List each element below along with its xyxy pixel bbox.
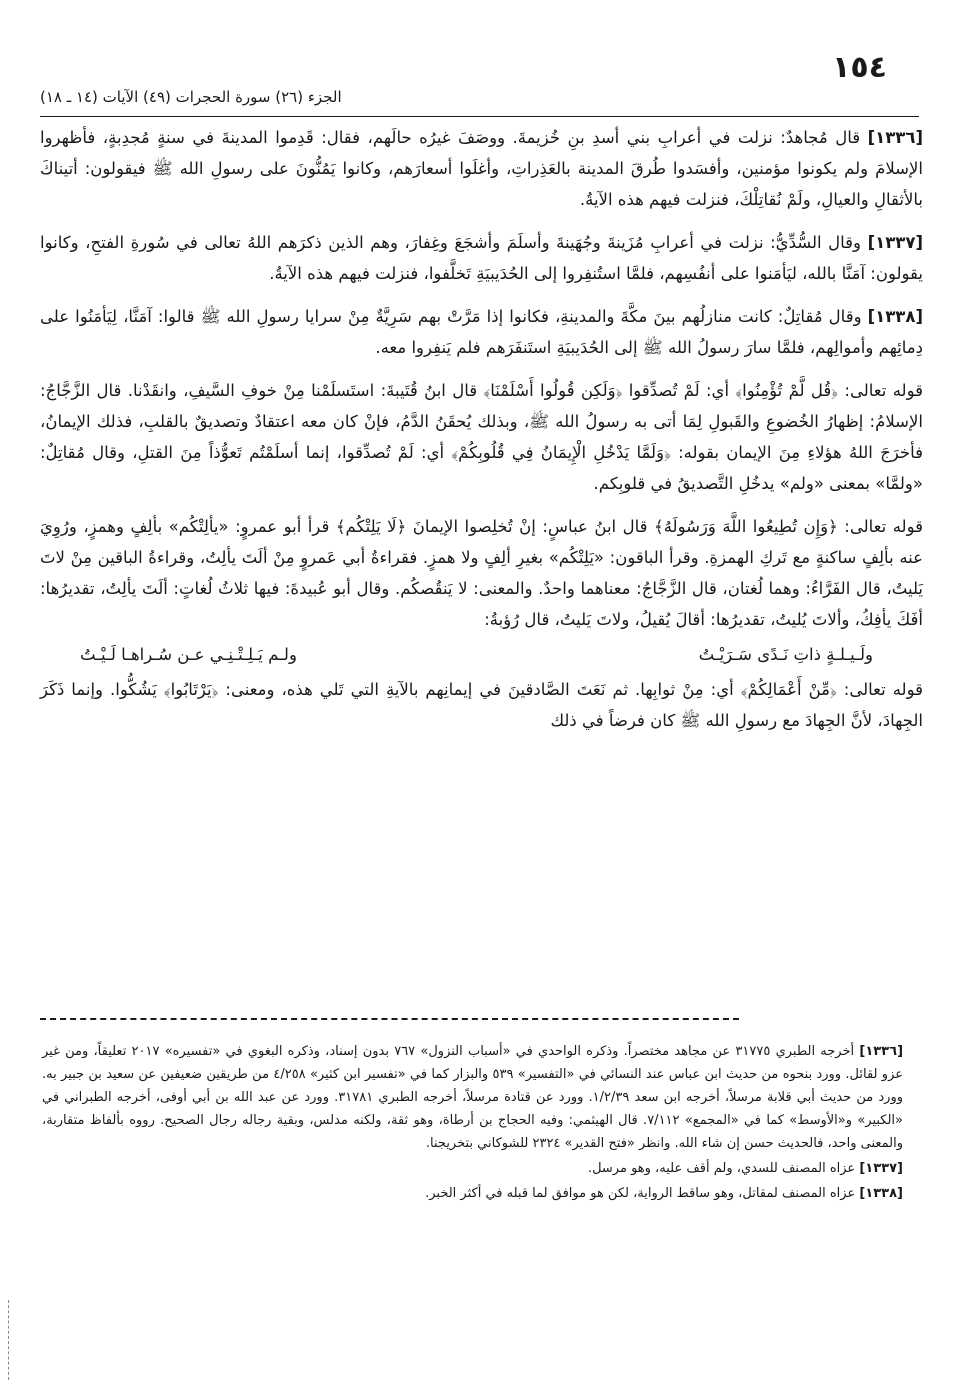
- poetry-verse: [40, 639, 923, 670]
- footnote-text: عزاه المصنف لمقاتل، وهو ساقط الرواية، لكن هو موافق لما قبله في أكثر الخبر.: [425, 1186, 856, 1201]
- commentary-amalikum: [40, 674, 923, 736]
- page-number: ١٥٤: [832, 50, 887, 85]
- paragraph-text: وقال السُّدِّيُّ: نزلت في أعرابِ مُزَينةَ وجُهَينةَ وأسلَمَ وأشجَعَ وغِفارَ، وهم الذين ذكرَهم اللهُ تعالى في سُورةِ الفتحِ، وكانوا يقولون: آمَنَّا بالله، ليَأمَنوا على أنفُسِهم، فلمَّا استُنفِروا إلى الحُدَيبيَةِ تَخلَّفوا، فنزلت فيهم هذه الآيةُ.: [40, 233, 923, 283]
- paragraph-text: قوله تعالى: ﴿قُل لَّمْ تُؤْمِنُوا﴾ أي: لَمْ تُصدِّقوا ﴿وَلَكِن قُولُوا أَسْلَمْنَا﴾ قال ابنُ قُتَيبةَ: استَسلَمْنا مِنْ خوفِ السَّيفِ، وانقَدْنا. قال الزَّجَّاجُ: الإسلامُ: إظهارُ الخُضوعِ والقَبولِ لِمَا أتى به رسولُ الله ﷺ، وبذلك يُحقَنُ الدَّمُ، فإنْ كان معه اعتقادٌ وتصديقٌ بالقلبِ، فذلك الإيمانُ، فأخرَجَ اللهُ هؤلاءِ مِنَ الإيمان بقوله: ﴿وَلَمَّا يَدْخُلِ الْإِيمَانُ فِي قُلُوبِكُمْ﴾ أي: لَمْ تُصدِّقوا، إنما أسلَمْتُم تَعوُّذاً مِنَ القتلِ، وقال مُقاتِلٌ: «ولمَّا» بمعنى «ولم» يدخُلِ التَّصديقُ في قلوبِكم.: [40, 381, 923, 493]
- footnote-number: [١٣٣٦]: [859, 1044, 904, 1059]
- paragraph-number: [١٣٣٨]: [867, 307, 923, 326]
- commentary-islam-iman: [40, 375, 923, 499]
- paragraph-text: وقال مُقاتِلٌ: كانت منازلُهم بينَ مكَّةَ والمدينةِ، فكانوا إذا مَرَّتْ بهم سَرِيَّةٌ مِنْ سرايا رسولِ الله ﷺ قالوا: آمَنَّا، لِيَأمَنُوا على دِمائِهم وأموالِهم، فلمَّا سارَ رسولُ الله ﷺ إلى الحُدَيبيَةِ استَنفَرَهم فلم يَنفِروا معه.: [40, 307, 923, 357]
- paragraph-number: [١٣٣٧]: [867, 233, 923, 252]
- verse-first-hemistich: ولَـيـلـةٍ ذاتِ نَـدًى سَـرَيْـتُ: [698, 645, 873, 664]
- footnote-1336: [42, 1040, 903, 1155]
- paragraph-1336: [40, 122, 923, 215]
- paragraph-number: [١٣٣٦]: [867, 128, 923, 147]
- footnote-separator: [40, 1018, 739, 1020]
- footnote-text: عزاه المصنف للسدي، ولم أقف عليه، وهو مرسل.: [587, 1161, 856, 1176]
- paragraph-text: قوله تعالى: ﴿مِّنْ أَعْمَالِكُمْ﴾ أي: مِنْ ثوابِها. ثم نَعَتَ الصَّادقينَ في إيمانِهم بالآيةِ التي تَلي هذه، ومعنى: ﴿يَرْتَابُوا﴾ يَشُكُّوا. وإنما ذَكَرَ الجِهادَ، لأنَّ الجِهادَ مع رسولِ الله ﷺ كان فرضاً في ذلك: [40, 680, 923, 730]
- footnote-number: [١٣٣٨]: [859, 1186, 903, 1201]
- verse-second-hemistich: ولـم يَـلِـتْـنِـي عـن سُـراهـا لَـيْـتُ: [80, 645, 297, 664]
- main-text: [40, 122, 923, 748]
- header-rule: [40, 116, 919, 117]
- scan-margin-mark: [8, 1300, 9, 1380]
- paragraph-text: قال مُجاهدٌ: نزلت في أعرابِ بني أسدِ بنِ خُزيمةَ. ووصَفَ غيرُه حالَهم، فقال: قَدِموا المدينةَ في سنةٍ مُجدِبةٍ، فأظهروا الإسلامَ ولم يكونوا مؤمنين، وأفسَدوا طُرقَ المدينة بالعَذِراتِ، وأغلَوا أسعارَهم، وكانوا يَمُنُّونَ على رسولِ الله ﷺ فيقولون: أتيناكَ بالأثقالِ والعيالِ، ولَمْ نُقاتِلْكَ، فنزلت فيهم هذه الآيةُ.: [40, 128, 923, 209]
- paragraph-1338: [40, 301, 923, 363]
- commentary-yalitkum: [40, 511, 923, 635]
- footnote-1338: [42, 1182, 903, 1205]
- footnote-text: أخرجه الطبري ٣١٧٧٥ عن مجاهد مختصراً. وذكره الواحدي في «أسباب النزول» ٧٦٧ بدون إسناد، وذكره البغوي في «تفسيره» ٢٠١٧ تعليقاً، ومن غير عزو لقائل. وورد بنحوه من حديث ابن عباس عند النسائي في «التفسير» ٥٣٩ والبزار كما في «تفسير ابن كثير» ٤/٢٥٨ من طريقين ضعيفين عن سعيد بن جبير به. وورد من حديث أبي قلابة مرسلاً، أخرجه ابن سعد ١/٢/٣٩. وورد عن قتادة مرسلاً، أخرجه الطبري ٣١٧٨١. وورد عن عبد الله بن أبي أوفى، أخرجه الطبراني في «الكبير» و«الأوسط» كما في «المجمع» ٧/١١٢. قال الهيثمي: وفيه الحجاج بن أرطاة، وهو ثقة، ولكنه مدلس، وبقية رجاله رجال الصحيح. رووه بألفاظ متقاربة، والمعنى واحد، فالحديث حسن إن شاء الله. وانظر «فتح القدير» ٢٣٢٤ للشوكاني بتخريجنا.: [42, 1044, 903, 1151]
- footnote-1337: [42, 1157, 903, 1180]
- paragraph-text: قوله تعالى: ﴿وَإِن تُطِيعُوا اللَّهَ وَرَسُولَهُ﴾ قال ابنُ عباسٍ: إنْ تُخلِصوا الإيمانَ ﴿لَا يَلِتْكُم﴾ قرأ أبو عمروٍ: «يألِتْكُم» بألِفٍ وهمزٍ، ورُوِيَ عنه بألِفٍ ساكنةٍ مع تَركِ الهمزةِ. وقرأ الباقون: «يَلِتْكُم» بغيرِ ألِفٍ ولا همزٍ. فقراءةُ أبي عَمروٍ مِنْ ألَتَ يألِتُ، وقراءةُ الباقين مِنْ لاتَ يَليتُ، قال الفَرَّاءُ: وهما لُغتان، قال الزَّجَّاجُ: معناهما واحدٌ. والمعنى: لا يَنقُصكُم. وقال أبو عُبيدةَ: فيها ثلاثُ لُغاتٍ: ألَتَ يألِتُ، تقديرُها: أفَكَ يأفِكُ، وألاتَ يُليتُ، تقديرُها: أقالَ يُقيلُ، ولاتَ يَليتُ، قال رُؤبةُ:: [40, 517, 923, 629]
- running-head: الجزء (٢٦) سورة الحجرات (٤٩) الآيات (١٤ ـ ١٨): [40, 88, 342, 106]
- paragraph-1337: [40, 227, 923, 289]
- footnote-number: [١٣٣٧]: [859, 1161, 903, 1176]
- footnotes: [42, 1040, 903, 1207]
